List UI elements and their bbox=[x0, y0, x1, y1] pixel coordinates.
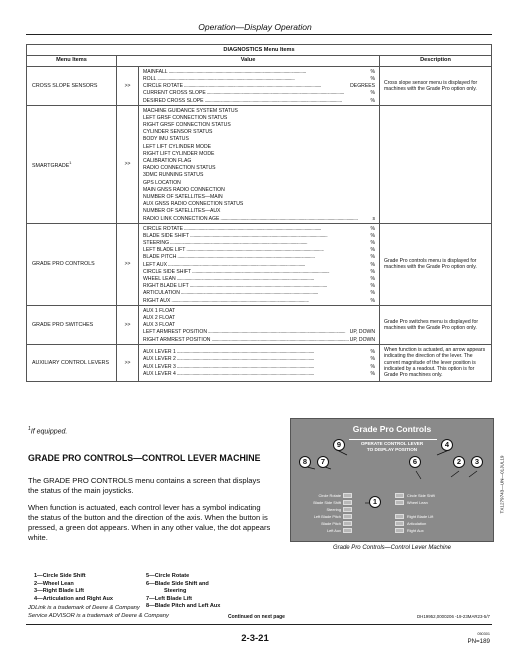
dot-leader bbox=[170, 240, 369, 246]
value-label: GPS LOCATION bbox=[143, 179, 181, 186]
legend-item: 8—Blade Pitch and Left Aux bbox=[146, 603, 221, 610]
grade-pro-controls-figure bbox=[290, 418, 494, 542]
value-unit: % bbox=[370, 283, 376, 290]
value-label: RADIO CONNECTION STATUS bbox=[143, 165, 216, 172]
value-line bbox=[143, 179, 375, 186]
screen-label-left: Left Aux bbox=[326, 528, 341, 533]
submenu-arrow: >> bbox=[117, 223, 139, 305]
dot-leader bbox=[169, 69, 370, 75]
legend-item: 5—Circle Rotate bbox=[146, 573, 190, 579]
diagnostics-table bbox=[26, 44, 492, 382]
menu-item-description: Grade Pro switches menu is displayed for machines with the Grade Pro option only. bbox=[380, 305, 492, 344]
dot-leader bbox=[190, 233, 369, 239]
value-line bbox=[143, 225, 375, 232]
menu-item-name bbox=[27, 305, 117, 344]
legend-item: 2—Wheel Lean bbox=[34, 580, 74, 587]
figure-screen bbox=[297, 493, 489, 539]
document-id: DH19952,0000206 -19-23MAR23-5/7 bbox=[417, 614, 490, 619]
dot-leader bbox=[177, 349, 370, 355]
screen-label-left: Blade Pitch bbox=[321, 521, 341, 526]
page-code-small: 050301 bbox=[477, 632, 490, 636]
legend-column-1 bbox=[34, 573, 134, 603]
value-line bbox=[143, 128, 375, 135]
value-line bbox=[143, 297, 375, 304]
value-unit: % bbox=[370, 290, 376, 297]
footnote bbox=[28, 426, 67, 435]
value-label: RIGHT ARMREST POSITION bbox=[143, 336, 211, 343]
dot-leader bbox=[211, 337, 348, 343]
legend-item: 7—Left Blade Lift bbox=[146, 595, 192, 602]
value-label: BLADE SIDE SHIFT bbox=[143, 232, 190, 239]
dot-leader bbox=[186, 247, 369, 253]
screen-indicator-box bbox=[395, 493, 404, 498]
footnote-text: If equipped. bbox=[30, 428, 68, 436]
value-line bbox=[143, 186, 375, 193]
dot-leader bbox=[177, 254, 369, 260]
value-line bbox=[143, 268, 375, 275]
value-line bbox=[143, 348, 375, 355]
dot-leader bbox=[220, 216, 371, 222]
value-line bbox=[143, 75, 375, 82]
figure-side-code-text: TX1279743—UN—01JUL19 bbox=[499, 455, 505, 514]
dot-leader bbox=[171, 298, 369, 304]
section-paragraph-2: When function is actuated, each control lever has a symbol indicating the status of the button and the direction of the axis. When the button is pressed, a green dot appears. When in any other value, the dot appears white. bbox=[28, 503, 271, 542]
table-row bbox=[27, 305, 492, 344]
callout-4: 4 bbox=[441, 439, 453, 451]
value-line bbox=[143, 356, 375, 363]
submenu-arrow: >> bbox=[117, 344, 139, 381]
value-unit: % bbox=[370, 90, 376, 97]
section-paragraph-1: The GRADE PRO CONTROLS menu contains a screen that displays the status of the main joysticks. bbox=[28, 476, 261, 495]
menu-item-label: AUXILIARY CONTROL LEVERS bbox=[32, 359, 110, 366]
legend-item: 4—Articulation and Right Aux bbox=[34, 595, 114, 602]
value-unit: % bbox=[370, 232, 376, 239]
column-header-menu-items: Menu Items bbox=[27, 55, 117, 66]
value-line bbox=[143, 282, 375, 289]
screen-indicator-box bbox=[343, 500, 352, 505]
figure-title: Grade Pro Controls bbox=[352, 424, 432, 434]
value-unit: DEGREES bbox=[350, 83, 376, 90]
screen-indicator-box bbox=[395, 521, 404, 526]
screen-label-right: Right Aux bbox=[407, 528, 424, 533]
value-unit: UP, DOWN bbox=[349, 336, 376, 343]
submenu-arrow: >> bbox=[117, 66, 139, 105]
figure-caption: Grade Pro Controls—Control Lever Machine bbox=[332, 545, 452, 551]
value-label: CALIBRATION FLAG bbox=[143, 158, 192, 165]
value-unit: % bbox=[370, 247, 376, 254]
dot-leader bbox=[184, 226, 370, 232]
column-header-value: Value bbox=[117, 55, 380, 66]
callout-1: 1 bbox=[369, 496, 381, 508]
value-line bbox=[143, 193, 375, 200]
value-label: BODY IMU STATUS bbox=[143, 136, 189, 143]
page-number: 2-3-21 bbox=[241, 633, 269, 644]
value-line bbox=[143, 261, 375, 268]
callout-3: 3 bbox=[471, 456, 483, 468]
dot-leader bbox=[177, 356, 370, 362]
value-line bbox=[143, 329, 375, 336]
value-label: AUX GNSS RADIO CONNECTION STATUS bbox=[143, 201, 244, 208]
pn-number: PN=189 bbox=[467, 638, 490, 645]
value-label: AUX LEVER 3 bbox=[143, 363, 176, 370]
value-label: LEFT LIFT CYLINDER MODE bbox=[143, 143, 212, 150]
value-label: CYLINDER SENSOR STATUS bbox=[143, 129, 213, 136]
value-label: RIGHT LIFT CYLINDER MODE bbox=[143, 150, 215, 157]
screen-label-right: Circle Side Shift bbox=[407, 493, 435, 498]
value-label: ROLL bbox=[143, 75, 157, 82]
footnote-marker: 1 bbox=[28, 426, 31, 432]
value-line bbox=[143, 363, 375, 370]
value-label: ARTICULATION bbox=[143, 290, 180, 297]
dot-leader bbox=[181, 290, 370, 296]
figure-subtitle-line-1: OPERATE CONTROL LEVER bbox=[360, 441, 424, 446]
value-label: LEFT ARMREST POSITION bbox=[143, 329, 208, 336]
value-label: AUX LEVER 2 bbox=[143, 356, 176, 363]
value-label: DESIRED CROSS SLOPE bbox=[143, 97, 204, 104]
value-line bbox=[143, 215, 375, 222]
value-list bbox=[139, 305, 380, 344]
value-label: AUX 3 FLOAT bbox=[143, 322, 176, 329]
value-line bbox=[143, 254, 375, 261]
value-list bbox=[139, 344, 380, 381]
value-label: MACHINE GUIDANCE SYSTEM STATUS bbox=[143, 107, 238, 114]
value-line bbox=[143, 370, 375, 377]
table-title: DIAGNOSTICS Menu Items bbox=[27, 45, 492, 56]
screen-indicator-box bbox=[343, 493, 352, 498]
value-label: NUMBER OF SATELLITES—AUX bbox=[143, 208, 221, 215]
dot-leader bbox=[177, 276, 370, 282]
value-unit: % bbox=[370, 370, 376, 377]
value-unit: % bbox=[370, 97, 376, 104]
value-label: AUX LEVER 4 bbox=[143, 370, 176, 377]
menu-item-description: Cross slope sensor menu is displayed for machines with the Grade Pro option only. bbox=[380, 66, 492, 105]
value-label: AUX 1 FLOAT bbox=[143, 307, 176, 314]
header-rule bbox=[26, 34, 492, 35]
value-label: RADIO LINK CONNECTION AGE bbox=[143, 215, 220, 222]
screen-indicator-box bbox=[343, 528, 352, 533]
screen-label-left: Steering bbox=[326, 507, 341, 512]
value-label: MAIN GNSS RADIO CONNECTION bbox=[143, 186, 225, 193]
menu-item-description: Grade Pro controls menu is displayed for machines with the Grade Pro option only. bbox=[380, 223, 492, 305]
value-line bbox=[143, 275, 375, 282]
menu-item-label: SMARTGRADE bbox=[32, 162, 70, 169]
menu-item-description: When function is actuated, an arrow appears indicating the direction of the lever. The current magnitude of the lever position is indicated by a readout. This option is for Grade Pro machines only. bbox=[380, 344, 492, 381]
screen-indicator-box bbox=[343, 514, 352, 519]
value-unit: % bbox=[370, 276, 376, 283]
column-header-description: Description bbox=[380, 55, 492, 66]
legend-item: 1—Circle Side Shift bbox=[34, 573, 86, 579]
value-line bbox=[143, 157, 375, 164]
value-line bbox=[143, 150, 375, 157]
dot-leader bbox=[190, 283, 370, 289]
value-unit: % bbox=[370, 268, 376, 275]
value-label: 3DMC RUNNING STATUS bbox=[143, 172, 204, 179]
value-unit: UP, DOWN bbox=[349, 329, 376, 336]
menu-item-name bbox=[27, 66, 117, 105]
section-title: GRADE PRO CONTROLS—CONTROL LEVER MACHINE bbox=[28, 453, 261, 463]
dot-leader bbox=[177, 364, 370, 370]
value-line bbox=[143, 143, 375, 150]
page-header-title: Operation—Display Operation bbox=[198, 22, 312, 32]
screen-label-left: Left Blade Pitch bbox=[313, 514, 341, 519]
dot-leader bbox=[192, 269, 369, 275]
screen-label-left: Blade Side Shift bbox=[313, 500, 341, 505]
screen-indicator-box bbox=[395, 528, 404, 533]
menu-item-label: CROSS SLOPE SENSORS bbox=[32, 82, 98, 89]
callout-8: 8 bbox=[299, 456, 311, 468]
screen-indicator-box bbox=[343, 521, 352, 526]
menu-item-label: GRADE PRO CONTROLS bbox=[32, 261, 95, 268]
screen-label-right: Wheel Lean bbox=[407, 500, 428, 505]
value-unit: s bbox=[372, 215, 376, 222]
value-line bbox=[143, 321, 375, 328]
menu-item-name bbox=[27, 223, 117, 305]
value-label: RIGHT GRSF CONNECTION STATUS bbox=[143, 122, 231, 129]
value-list bbox=[139, 223, 380, 305]
screen-indicator-box bbox=[395, 500, 404, 505]
value-unit: % bbox=[370, 261, 376, 268]
value-line bbox=[143, 290, 375, 297]
trademarks bbox=[28, 604, 169, 620]
value-line bbox=[143, 246, 375, 253]
value-label: LEFT BLADE LIFT bbox=[143, 247, 186, 254]
table-row bbox=[27, 344, 492, 381]
value-label: STEERING bbox=[143, 240, 170, 247]
dot-leader bbox=[205, 98, 370, 104]
value-label: AUX LEVER 1 bbox=[143, 349, 176, 356]
value-list bbox=[139, 105, 380, 223]
value-label: MAINFALL bbox=[143, 68, 168, 75]
table-row bbox=[27, 223, 492, 305]
value-label: RIGHT BLADE LIFT bbox=[143, 283, 189, 290]
menu-item-label: GRADE PRO SWITCHES bbox=[32, 321, 94, 328]
callout-9: 9 bbox=[333, 439, 345, 451]
value-line bbox=[143, 336, 375, 343]
value-line bbox=[143, 97, 375, 104]
callout-7: 7 bbox=[317, 456, 329, 468]
value-unit: % bbox=[370, 356, 376, 363]
value-line bbox=[143, 164, 375, 171]
value-line bbox=[143, 68, 375, 75]
value-line bbox=[143, 239, 375, 246]
footer-rule bbox=[26, 624, 492, 625]
submenu-arrow: >> bbox=[117, 305, 139, 344]
value-label: LEFT GRSF CONNECTION STATUS bbox=[143, 114, 228, 121]
dot-leader bbox=[184, 83, 349, 89]
trademark-service-advisor: Service ADVISOR is a trademark of Deere & Company bbox=[28, 613, 169, 620]
table-row bbox=[27, 105, 492, 223]
value-line bbox=[143, 82, 375, 89]
legend-item: 6—Blade Side Shift and bbox=[146, 580, 209, 587]
dot-leader bbox=[157, 76, 369, 82]
screen-label-right: Right Blade Lift bbox=[407, 514, 434, 519]
value-line bbox=[143, 172, 375, 179]
screen-indicator-box bbox=[395, 514, 404, 519]
value-line bbox=[143, 200, 375, 207]
value-unit: % bbox=[370, 254, 376, 261]
value-label: CIRCLE SIDE SHIFT bbox=[143, 268, 192, 275]
value-label: AUX 2 FLOAT bbox=[143, 314, 176, 321]
value-label: WHEEL LEAN bbox=[143, 276, 176, 283]
value-line bbox=[143, 107, 375, 114]
value-unit: % bbox=[370, 349, 376, 356]
figure-subtitle-line-2: TO DISPLAY POSITION bbox=[366, 446, 418, 452]
value-line bbox=[143, 314, 375, 321]
menu-item-description bbox=[380, 105, 492, 223]
value-label: CIRCLE ROTATE bbox=[143, 83, 183, 90]
value-label: BLADE PITCH bbox=[143, 254, 177, 261]
value-list bbox=[139, 66, 380, 105]
menu-item-name bbox=[27, 105, 117, 223]
legend-item: 3—Right Blade Lift bbox=[34, 588, 85, 595]
value-line bbox=[143, 208, 375, 215]
callout-2: 2 bbox=[453, 456, 465, 468]
value-unit: % bbox=[370, 363, 376, 370]
value-label: LEFT AUX bbox=[143, 261, 167, 268]
value-unit: % bbox=[370, 75, 376, 82]
screen-indicator-box bbox=[343, 507, 352, 512]
submenu-arrow: >> bbox=[117, 105, 139, 223]
continued-note: Continued on next page bbox=[228, 614, 285, 620]
value-label: CIRCLE ROTATE bbox=[143, 225, 183, 232]
dot-leader bbox=[168, 262, 370, 268]
screen-label-left: Circle Rotate bbox=[318, 493, 341, 498]
value-line bbox=[143, 90, 375, 97]
value-line bbox=[143, 114, 375, 121]
menu-item-footnote-marker: 1 bbox=[69, 159, 72, 165]
value-unit: % bbox=[370, 240, 376, 247]
value-unit: % bbox=[370, 297, 376, 304]
trademark-jdlink: JDLink is a trademark of Deere & Company bbox=[28, 605, 140, 611]
value-label: CURRENT CROSS SLOPE bbox=[143, 90, 206, 97]
value-label: RIGHT AUX bbox=[143, 297, 171, 304]
value-line bbox=[143, 307, 375, 314]
callout-6: 6 bbox=[409, 456, 421, 468]
legend-item: Steering bbox=[164, 588, 187, 595]
menu-item-name bbox=[27, 344, 117, 381]
dot-leader bbox=[177, 371, 370, 377]
screen-label-right: Articulation bbox=[407, 521, 427, 526]
value-line bbox=[143, 121, 375, 128]
figure-side-code bbox=[497, 437, 505, 527]
value-label: NUMBER OF SATELLITES—MAIN bbox=[143, 193, 223, 200]
dot-leader bbox=[208, 329, 349, 335]
value-line bbox=[143, 232, 375, 239]
value-line bbox=[143, 136, 375, 143]
value-unit: % bbox=[370, 225, 376, 232]
table-row bbox=[27, 66, 492, 105]
value-unit: % bbox=[370, 68, 376, 75]
dot-leader bbox=[207, 90, 370, 96]
